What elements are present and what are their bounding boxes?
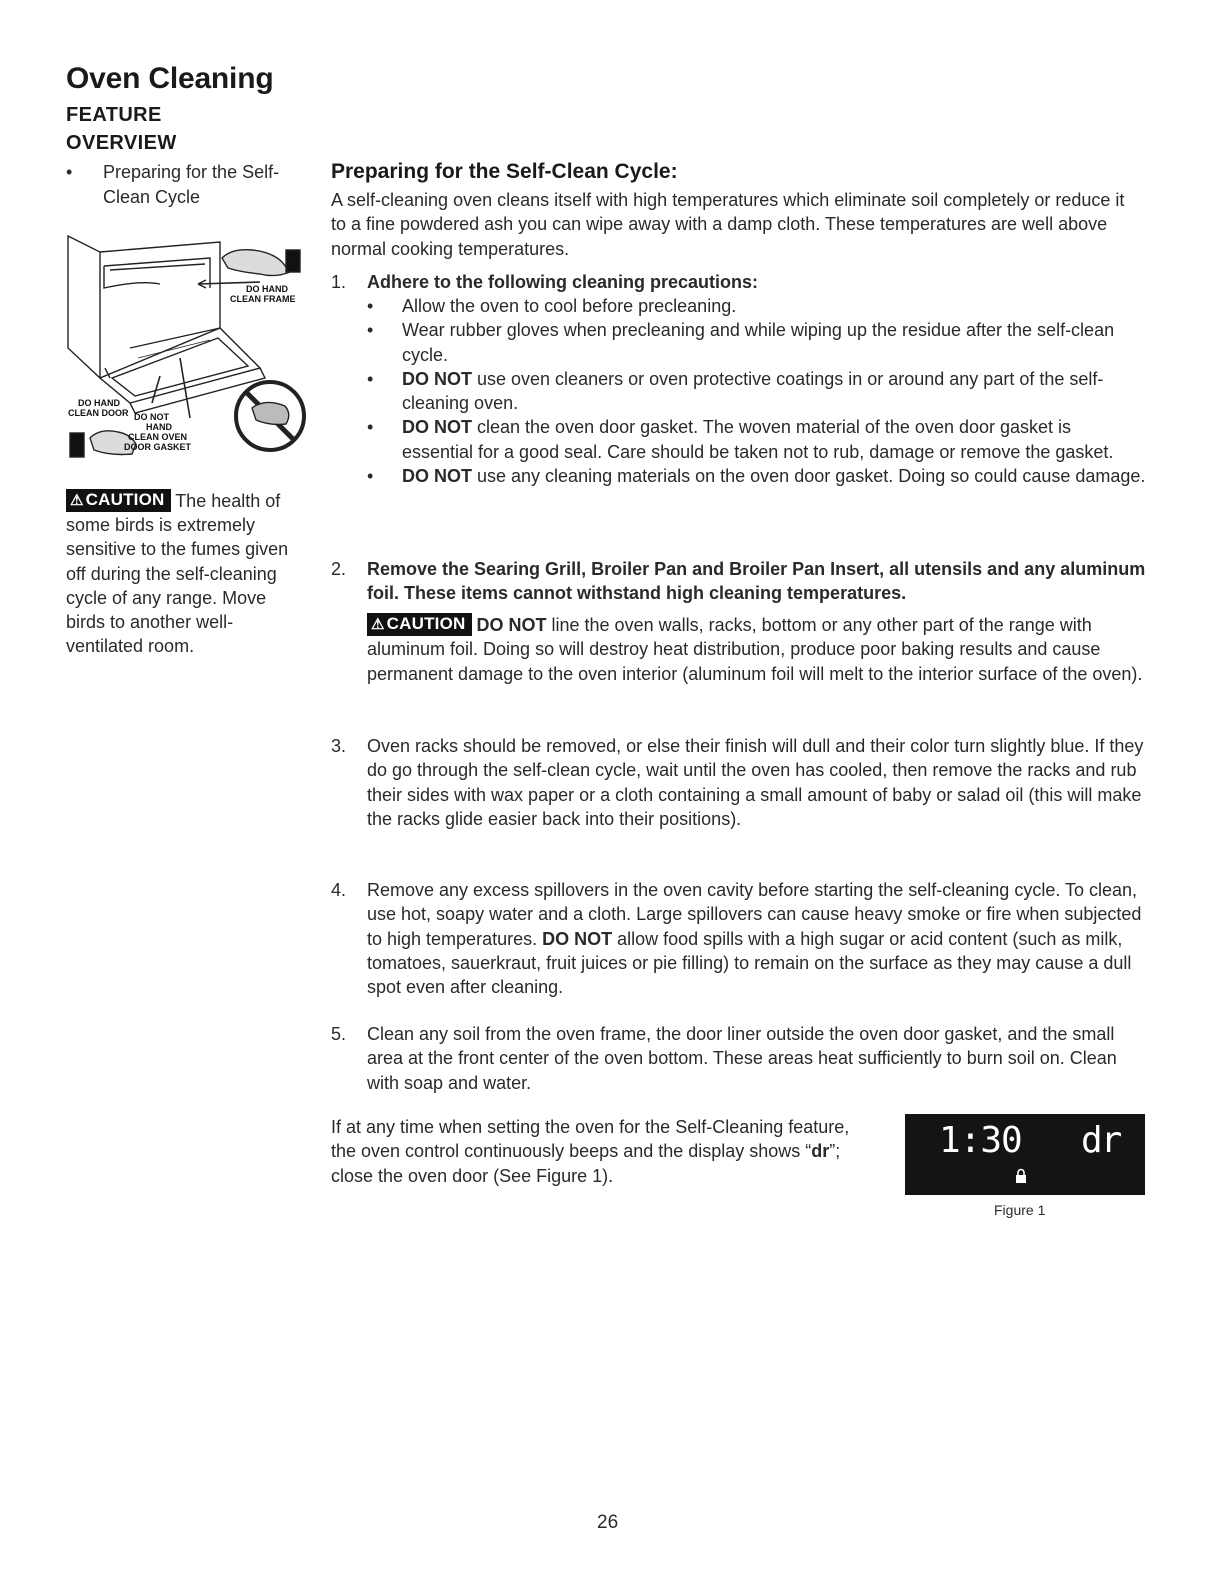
label-do-hand-door-2: CLEAN DOOR bbox=[68, 408, 129, 418]
oven-display-figure bbox=[905, 1114, 1145, 1195]
step-number: 2. bbox=[331, 559, 347, 579]
list-item bbox=[367, 415, 1147, 464]
bullet-text: clean the oven door gasket. The woven material of the oven door gasket is essential for a good seal. Care should be taken not to rub, damage or remove the gasket. bbox=[402, 417, 1114, 462]
list-item bbox=[367, 367, 1147, 416]
intro-paragraph: A self-cleaning oven cleans itself with high temperatures which eliminate soil completely or reduce it to a fine powdered ash you can wipe away with a damp cloth. These temperatures are well above normal cooking temperatures. bbox=[331, 190, 1125, 259]
label-do-not-2: HAND bbox=[146, 422, 172, 432]
precautions-list bbox=[367, 294, 1147, 488]
label-do-hand-frame-1: DO HAND bbox=[246, 284, 288, 294]
list-item bbox=[367, 294, 1147, 318]
do-not-emphasis: DO NOT bbox=[402, 466, 472, 487]
bullet-text: use oven cleaners or oven protective coatings in or around any part of the self-cleaning oven. bbox=[402, 368, 1104, 414]
label-do-hand-door-1: DO HAND bbox=[78, 398, 120, 408]
step-number: 3. bbox=[331, 736, 347, 756]
caution-label: CAUTION bbox=[386, 614, 466, 633]
closing-text-a: If at any time when setting the oven for the Self-Cleaning feature, the oven control continuously beeps and the display shows “ bbox=[331, 1117, 850, 1162]
step4-text-b: allow food spills with a high sugar or acid content (such as milk, tomatoes, sauerkraut, fruit juices or pie filling) to remain on the surface as they may cause a dull spot even after cleaning. bbox=[367, 928, 1132, 998]
display-time: 1:30 bbox=[939, 1120, 1022, 1161]
bullet-text: use any cleaning materials on the oven door gasket. Doing so could cause damage. bbox=[472, 466, 1146, 487]
do-not-emphasis: DO NOT bbox=[402, 368, 472, 389]
label-do-not-3: CLEAN OVEN bbox=[128, 432, 188, 442]
step4-text-a: Remove any excess spillovers in the oven cavity before starting the self-cleaning cycle. To clean, use hot, soapy water and a cloth. Large spillovers can cause heavy smoke or fire when subjected to high temperatures. bbox=[367, 880, 1142, 949]
step1-title: Adhere to the following cleaning precautions: bbox=[367, 272, 759, 292]
step3-body: Oven racks should be removed, or else their finish will dull and their color turn slightly blue. If they do go through the self-clean cycle, wait until the oven has cooled, then remove the racks and rub their sides with wax paper or a cloth containing a small amount of baby or salad oil (this will make the racks glide easier back into their positions). bbox=[367, 736, 1144, 829]
page-title: Oven Cleaning bbox=[66, 62, 274, 95]
label-do-not-1: DO NOT bbox=[134, 412, 169, 422]
label-do-not-4: DOOR GASKET bbox=[124, 442, 192, 452]
step-number: 5. bbox=[331, 1024, 347, 1044]
list-item bbox=[367, 464, 1147, 488]
step5-body: Clean any soil from the oven frame, the door liner outside the oven door gasket, and the small area at the front center of the oven bottom. These areas heat sufficiently to burn soil on. Clean with soap and water. bbox=[367, 1024, 1117, 1093]
feature-overview-line2: OVERVIEW bbox=[66, 132, 177, 154]
birds-caution-text: The health of some birds is extremely sensitive to the fumes given off during the self-cleaning cycle of any range. Move birds to another well-ventilated room. bbox=[66, 491, 289, 657]
warning-triangle-icon: ⚠ bbox=[70, 492, 84, 509]
door-code-emphasis: dr bbox=[811, 1141, 830, 1162]
step2-body bbox=[367, 613, 1147, 686]
step2-text: line the oven walls, racks, bottom or any other part of the range with aluminum foil. Doing so will destroy heat distribution, produce poor baking results and cause permanent damage to the oven interior (aluminum foil will melt to the interior surface of the oven). bbox=[367, 615, 1143, 684]
feature-overview-line1: FEATURE bbox=[66, 104, 162, 126]
step-number: 4. bbox=[331, 880, 347, 900]
step2-title: Remove the Searing Grill, Broiler Pan and Broiler Pan Insert, all utensils and any aluminum foil. These items cannot withstand high cleaning temperatures. bbox=[367, 559, 1146, 604]
lock-icon bbox=[1015, 1168, 1027, 1184]
do-not-emphasis: DO NOT bbox=[542, 928, 613, 949]
feature-overview-heading bbox=[66, 101, 177, 157]
oven-door-cleaning-diagram-icon bbox=[60, 228, 310, 468]
caution-badge bbox=[367, 613, 472, 636]
do-not-emphasis: DO NOT bbox=[402, 417, 472, 438]
do-not-emphasis: DO NOT bbox=[476, 615, 547, 635]
closing-text-b: ”; close the oven door (See Figure 1). bbox=[331, 1141, 841, 1186]
caution-label: CAUTION bbox=[85, 490, 165, 509]
display-door-code: dr bbox=[1081, 1120, 1121, 1161]
overview-list-item bbox=[66, 160, 306, 210]
prep-heading: Preparing for the Self-Clean Cycle: bbox=[331, 160, 678, 183]
figure-caption: Figure 1 bbox=[994, 1202, 1046, 1218]
page-number: 26 bbox=[597, 1512, 619, 1533]
step4-body bbox=[367, 878, 1147, 999]
warning-triangle-icon: ⚠ bbox=[371, 616, 385, 633]
birds-caution-note bbox=[66, 489, 304, 658]
closing-paragraph bbox=[331, 1115, 871, 1188]
bullet-text: Allow the oven to cool before precleaning. bbox=[402, 296, 737, 316]
step-number: 1. bbox=[331, 272, 347, 292]
list-item bbox=[367, 318, 1147, 367]
overview-item-text: Preparing for the Self-Clean Cycle bbox=[103, 162, 280, 207]
label-do-hand-frame-2: CLEAN FRAME bbox=[230, 294, 296, 304]
caution-badge bbox=[66, 489, 171, 512]
bullet-icon: • bbox=[66, 162, 73, 182]
bullet-text: Wear rubber gloves when precleaning and while wiping up the residue after the self-clean cycle. bbox=[402, 320, 1115, 365]
